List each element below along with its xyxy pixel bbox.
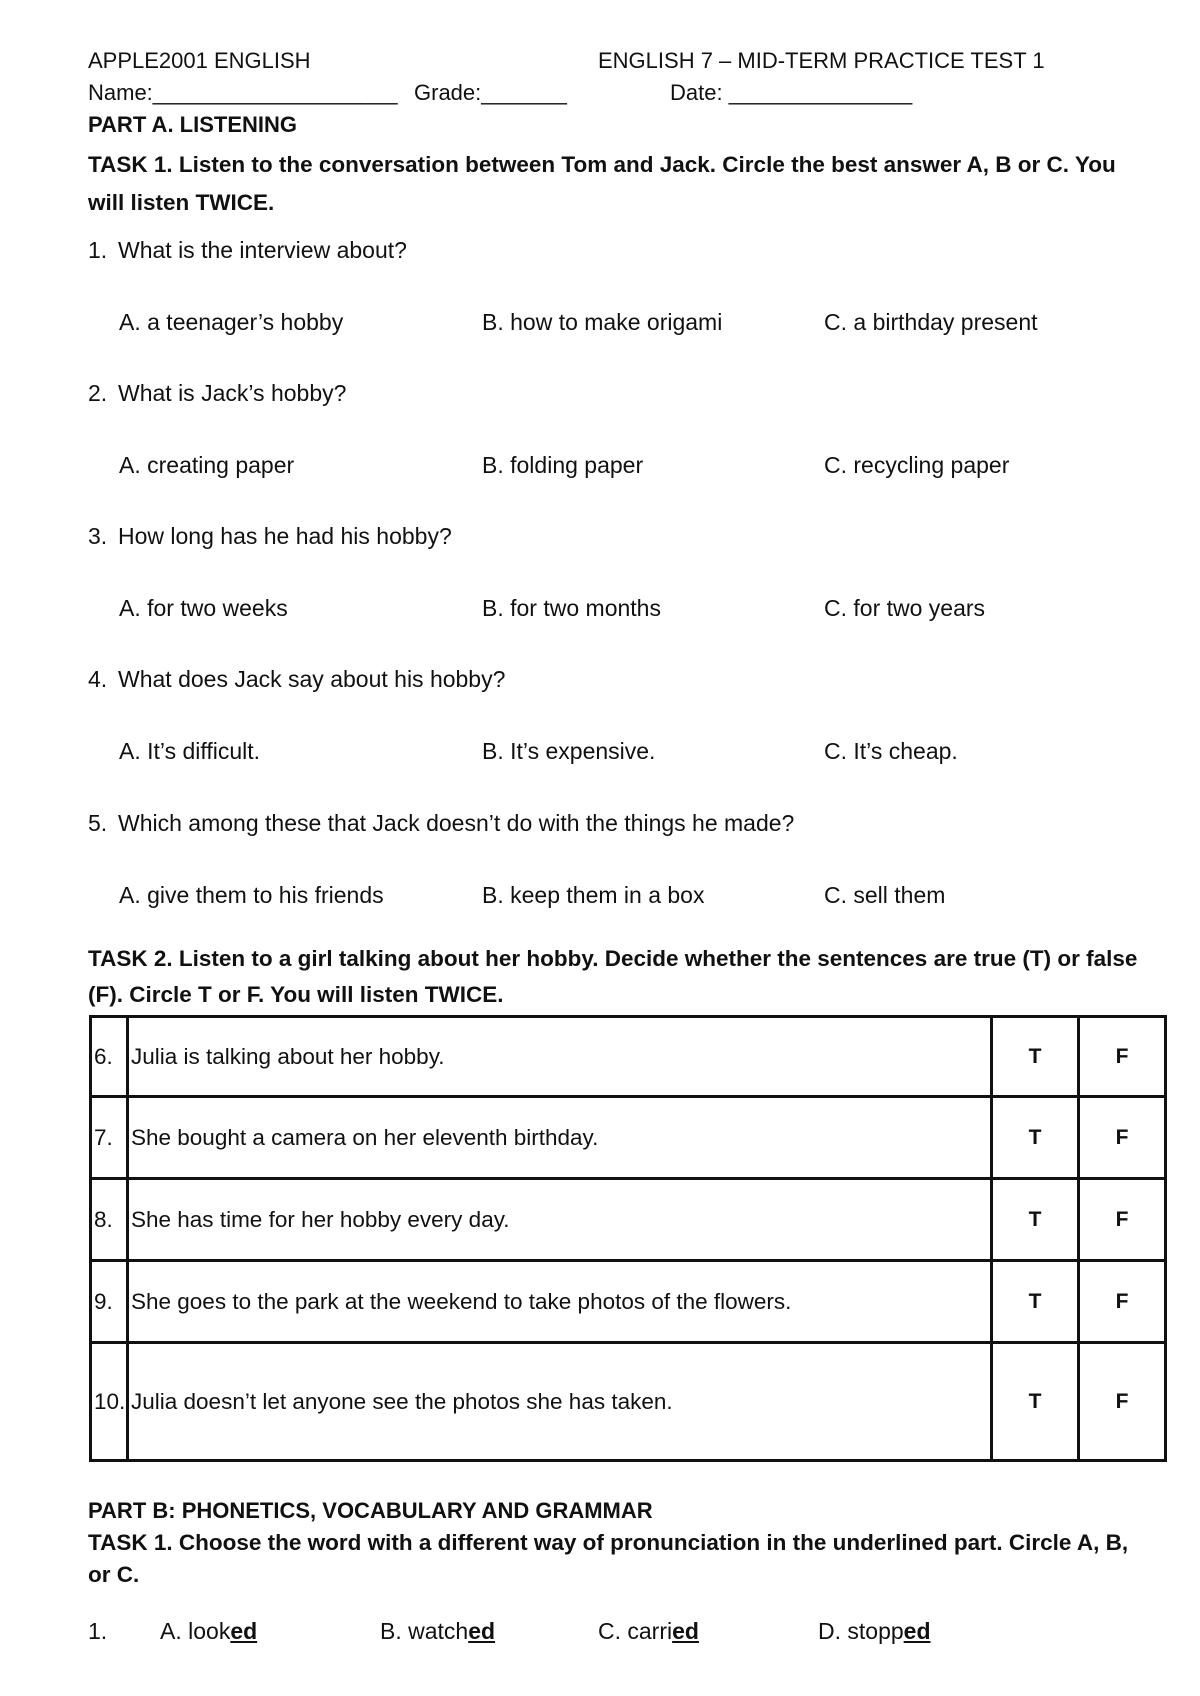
pb-q1-option-d[interactable]	[818, 1618, 931, 1645]
false-option[interactable]: F	[1079, 1261, 1166, 1343]
false-option[interactable]: F	[1079, 1097, 1166, 1179]
question-1	[88, 237, 407, 264]
q4-option-a[interactable]: A. It’s difficult.	[119, 738, 261, 764]
task2-instruction-line1: TASK 2. Listen to a girl talking about her hobby. Decide whether the sentences are true (T) or false	[88, 946, 1138, 971]
underlined-part: ed	[672, 1618, 699, 1644]
option-prefix: A. look	[160, 1618, 231, 1644]
row-statement: Julia is talking about her hobby.	[128, 1017, 992, 1097]
grade-field: Grade:_______	[414, 80, 567, 105]
true-option[interactable]: T	[992, 1097, 1079, 1179]
q5-option-a[interactable]: A. give them to his friends	[119, 882, 384, 908]
question-number: 4.	[88, 666, 108, 692]
test-title: ENGLISH 7 – MID-TERM PRACTICE TEST 1	[598, 48, 1045, 73]
question-2	[88, 380, 346, 407]
question-text: Which among these that Jack doesn’t do with the things he made?	[118, 810, 795, 836]
question-5	[88, 810, 794, 837]
task1-instruction	[88, 146, 1168, 222]
q1-option-b[interactable]: B. how to make origami	[482, 309, 723, 335]
q2-option-b[interactable]: B. folding paper	[482, 452, 644, 478]
q1-option-c[interactable]: C. a birthday present	[824, 309, 1038, 335]
question-number: 2.	[88, 380, 108, 406]
row-number: 6.	[91, 1017, 128, 1097]
underlined-part: ed	[230, 1618, 258, 1644]
q3-option-a[interactable]: A. for two weeks	[119, 595, 288, 621]
true-option[interactable]: T	[992, 1179, 1079, 1261]
row-number: 10.	[91, 1343, 128, 1461]
option-prefix: C. carri	[598, 1618, 673, 1644]
row-statement: She bought a camera on her eleventh birthday.	[128, 1097, 992, 1179]
underlined-part: ed	[903, 1618, 931, 1644]
table-row	[91, 1097, 1166, 1179]
question-4	[88, 666, 505, 693]
true-false-table	[89, 1015, 1167, 1462]
option-prefix: B. watch	[380, 1618, 469, 1644]
part-b-q1-number: 1.	[88, 1618, 108, 1644]
question-text: What does Jack say about his hobby?	[118, 666, 506, 692]
question-number: 1.	[88, 237, 108, 263]
row-number: 7.	[91, 1097, 128, 1179]
q2-option-c[interactable]: C. recycling paper	[824, 452, 1010, 478]
name-field: Name:____________________	[88, 80, 398, 105]
part-b-title: PART B: PHONETICS, VOCABULARY AND GRAMMAR	[88, 1498, 653, 1523]
part-a-title: PART A. LISTENING	[88, 112, 297, 137]
row-statement: She goes to the park at the weekend to take photos of the flowers.	[128, 1261, 992, 1343]
question-number: 3.	[88, 523, 108, 549]
question-3	[88, 523, 452, 550]
row-statement: Julia doesn’t let anyone see the photos she has taken.	[128, 1343, 992, 1461]
task1-instruction-line2: will listen TWICE.	[88, 190, 275, 215]
row-statement: She has time for her hobby every day.	[128, 1179, 992, 1261]
task2-instruction-line2: (F). Circle T or F. You will listen TWICE.	[88, 982, 504, 1007]
false-option[interactable]: F	[1079, 1017, 1166, 1097]
date-field: Date: _______________	[670, 80, 913, 105]
true-option[interactable]: T	[992, 1017, 1079, 1097]
table-row	[91, 1179, 1166, 1261]
pb-q1-option-a[interactable]	[160, 1618, 257, 1645]
q4-option-c[interactable]: C. It’s cheap.	[824, 738, 958, 764]
pb-q1-option-b[interactable]	[380, 1618, 495, 1645]
task1-instruction-line1: TASK 1. Listen to the conversation between Tom and Jack. Circle the best answer A, B or C. You	[88, 152, 1116, 177]
q5-option-c[interactable]: C. sell them	[824, 882, 946, 908]
q1-option-a[interactable]: A. a teenager’s hobby	[119, 309, 344, 335]
question-number: 5.	[88, 810, 108, 836]
underlined-part: ed	[468, 1618, 496, 1644]
table-row	[91, 1343, 1166, 1461]
q5-option-b[interactable]: B. keep them in a box	[482, 882, 705, 908]
q4-option-b[interactable]: B. It’s expensive.	[482, 738, 656, 764]
part-b-task1-instruction-line2: or C.	[88, 1562, 140, 1587]
q3-option-b[interactable]: B. for two months	[482, 595, 661, 621]
question-text: What is the interview about?	[118, 237, 407, 263]
table-row	[91, 1261, 1166, 1343]
part-b-task1-instruction-line1: TASK 1. Choose the word with a different way of pronunciation in the underlined part. Circle A, B,	[88, 1530, 1129, 1555]
row-number: 9.	[91, 1261, 128, 1343]
option-prefix: D. stopp	[818, 1618, 904, 1644]
q3-option-c[interactable]: C. for two years	[824, 595, 986, 621]
task2-instruction	[88, 940, 1168, 1014]
question-text: What is Jack’s hobby?	[118, 380, 347, 406]
question-text: How long has he had his hobby?	[118, 523, 452, 549]
school-name: APPLE2001 ENGLISH	[88, 48, 311, 73]
q2-option-a[interactable]: A. creating paper	[119, 452, 295, 478]
true-option[interactable]: T	[992, 1261, 1079, 1343]
row-number: 8.	[91, 1179, 128, 1261]
false-option[interactable]: F	[1079, 1343, 1166, 1461]
true-option[interactable]: T	[992, 1343, 1079, 1461]
table-row	[91, 1017, 1166, 1097]
pb-q1-option-c[interactable]	[598, 1618, 699, 1645]
false-option[interactable]: F	[1079, 1179, 1166, 1261]
